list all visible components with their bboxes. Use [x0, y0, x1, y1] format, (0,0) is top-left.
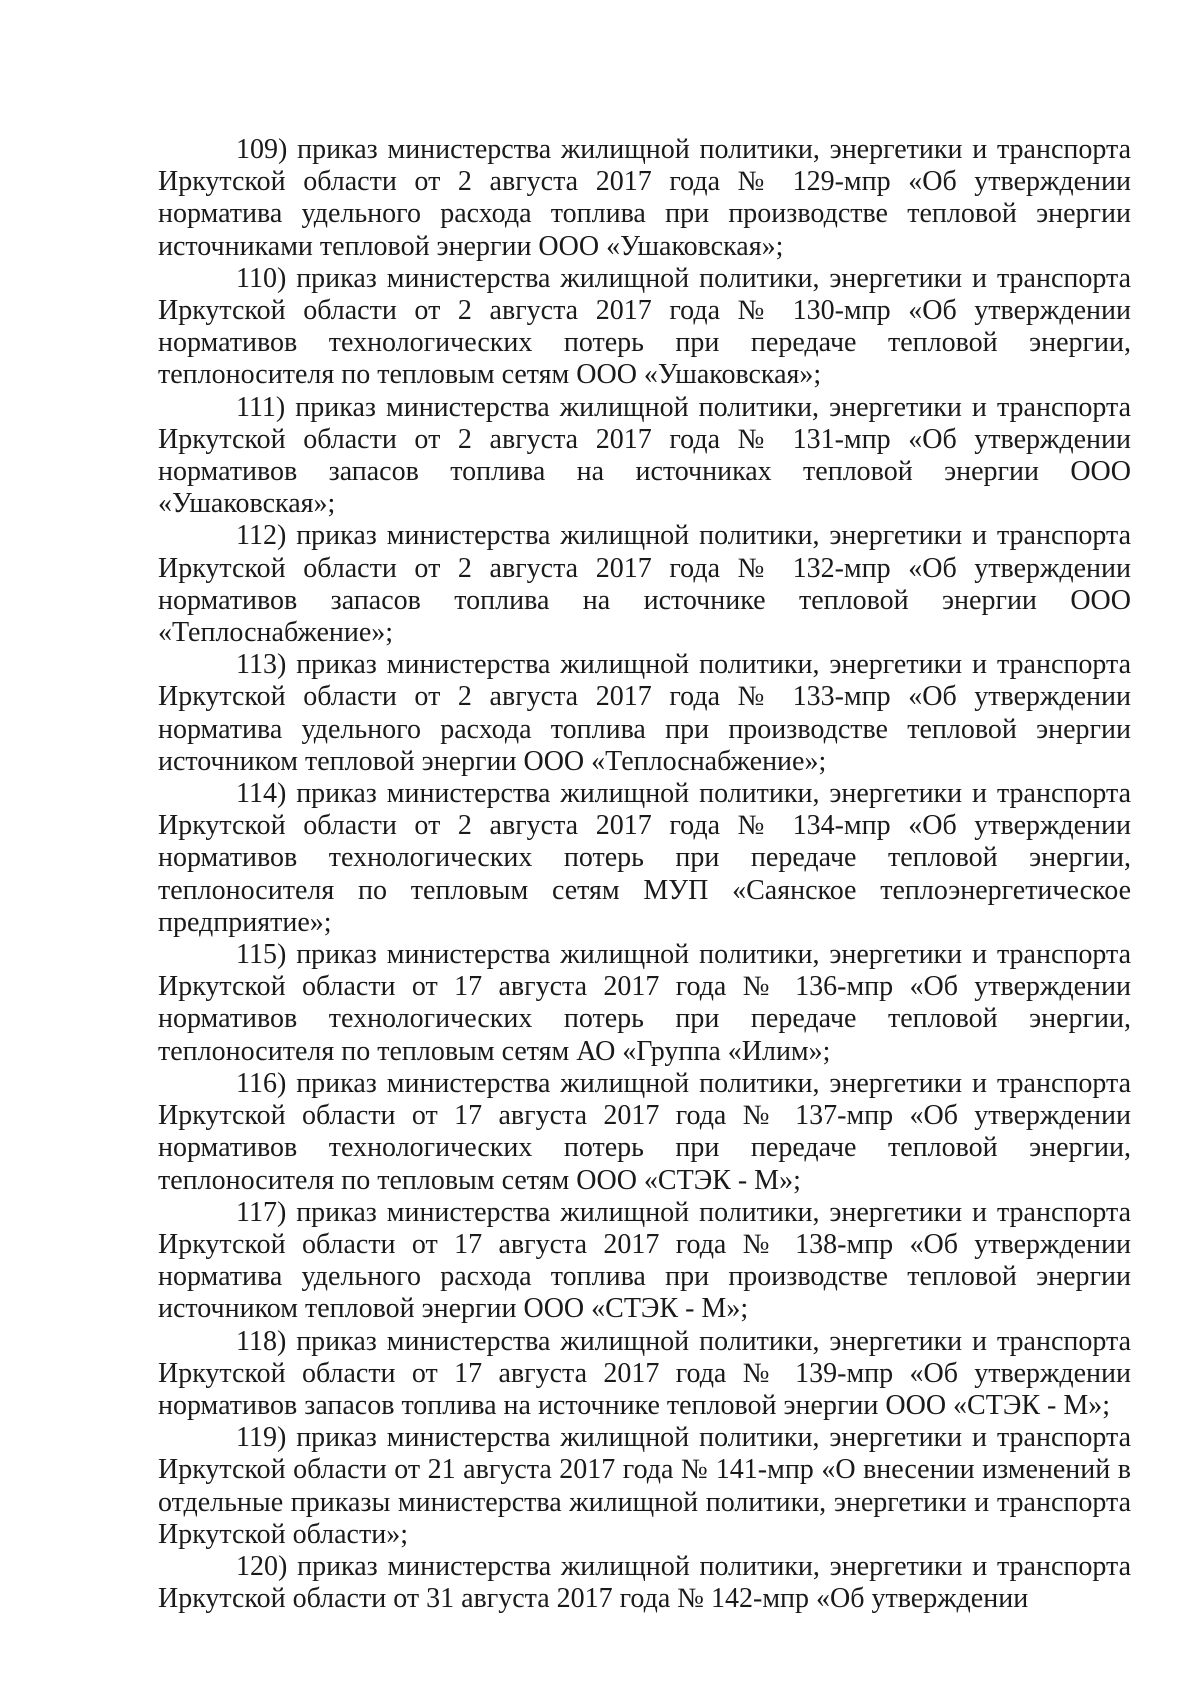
list-item-112: 112) приказ министерства жилищной политики, энергетики и транспорта Иркутской области от 2 августа 2017 года № 132-мпр «Об утверждении нормативов запасов топлива на источнике тепловой энергии ООО «Теплоснабжение»;	[158, 520, 1131, 649]
document-body	[158, 134, 1131, 1615]
list-item-114: 114) приказ министерства жилищной политики, энергетики и транспорта Иркутской области от 2 августа 2017 года № 134-мпр «Об утверждении нормативов технологических потерь при передаче тепловой энергии, теплоносителя по тепловым сетям МУП «Саянское теплоэнергетическое предприятие»;	[158, 778, 1131, 938]
list-item-116: 116) приказ министерства жилищной политики, энергетики и транспорта Иркутской области от 17 августа 2017 года № 137-мпр «Об утверждении нормативов технологических потерь при передаче тепловой энергии, теплоносителя по тепловым сетям ООО «СТЭК - М»;	[158, 1067, 1131, 1196]
list-item-113: 113) приказ министерства жилищной политики, энергетики и транспорта Иркутской области от 2 августа 2017 года № 133-мпр «Об утверждении норматива удельного расхода топлива при производстве тепловой энергии источником тепловой энергии ООО «Теплоснабжение»;	[158, 649, 1131, 777]
list-item-115: 115) приказ министерства жилищной политики, энергетики и транспорта Иркутской области от 17 августа 2017 года № 136-мпр «Об утверждении нормативов технологических потерь при передаче тепловой энергии, теплоносителя по тепловым сетям АО «Группа «Илим»;	[158, 939, 1131, 1067]
list-item-119: 119) приказ министерства жилищной политики, энергетики и транспорта Иркутской области от 21 августа 2017 года № 141-мпр «О внесении изменений в отдельные приказы министерства жилищной политики, энергетики и транспорта Иркутской области»;	[158, 1422, 1131, 1550]
list-item-118: 118) приказ министерства жилищной политики, энергетики и транспорта Иркутской области от 17 августа 2017 года № 139-мпр «Об утверждении нормативов запасов топлива на источнике тепловой энергии ООО «СТЭК - М»;	[158, 1325, 1131, 1421]
list-item-117: 117) приказ министерства жилищной политики, энергетики и транспорта Иркутской области от 17 августа 2017 года № 138-мпр «Об утверждении норматива удельного расхода топлива при производстве тепловой энергии источником тепловой энергии ООО «СТЭК - М»;	[158, 1196, 1131, 1325]
list-item-120: 120) приказ министерства жилищной политики, энергетики и транспорта Иркутской области от 31 августа 2017 года № 142-мпр «Об утверждении	[158, 1550, 1131, 1615]
list-item-110: 110) приказ министерства жилищной политики, энергетики и транспорта Иркутской области от 2 августа 2017 года № 130-мпр «Об утверждении нормативов технологических потерь при передаче тепловой энергии, теплоносителя по тепловым сетям ООО «Ушаковская»;	[158, 262, 1131, 391]
list-item-111: 111) приказ министерства жилищной политики, энергетики и транспорта Иркутской области от 2 августа 2017 года № 131-мпр «Об утверждении нормативов запасов топлива на источниках тепловой энергии ООО «Ушаковская»;	[158, 391, 1131, 520]
list-item-109: 109) приказ министерства жилищной политики, энергетики и транспорта Иркутской области от 2 августа 2017 года № 129-мпр «Об утверждении норматива удельного расхода топлива при производстве тепловой энергии источниками тепловой энергии ООО «Ушаковская»;	[158, 134, 1131, 262]
